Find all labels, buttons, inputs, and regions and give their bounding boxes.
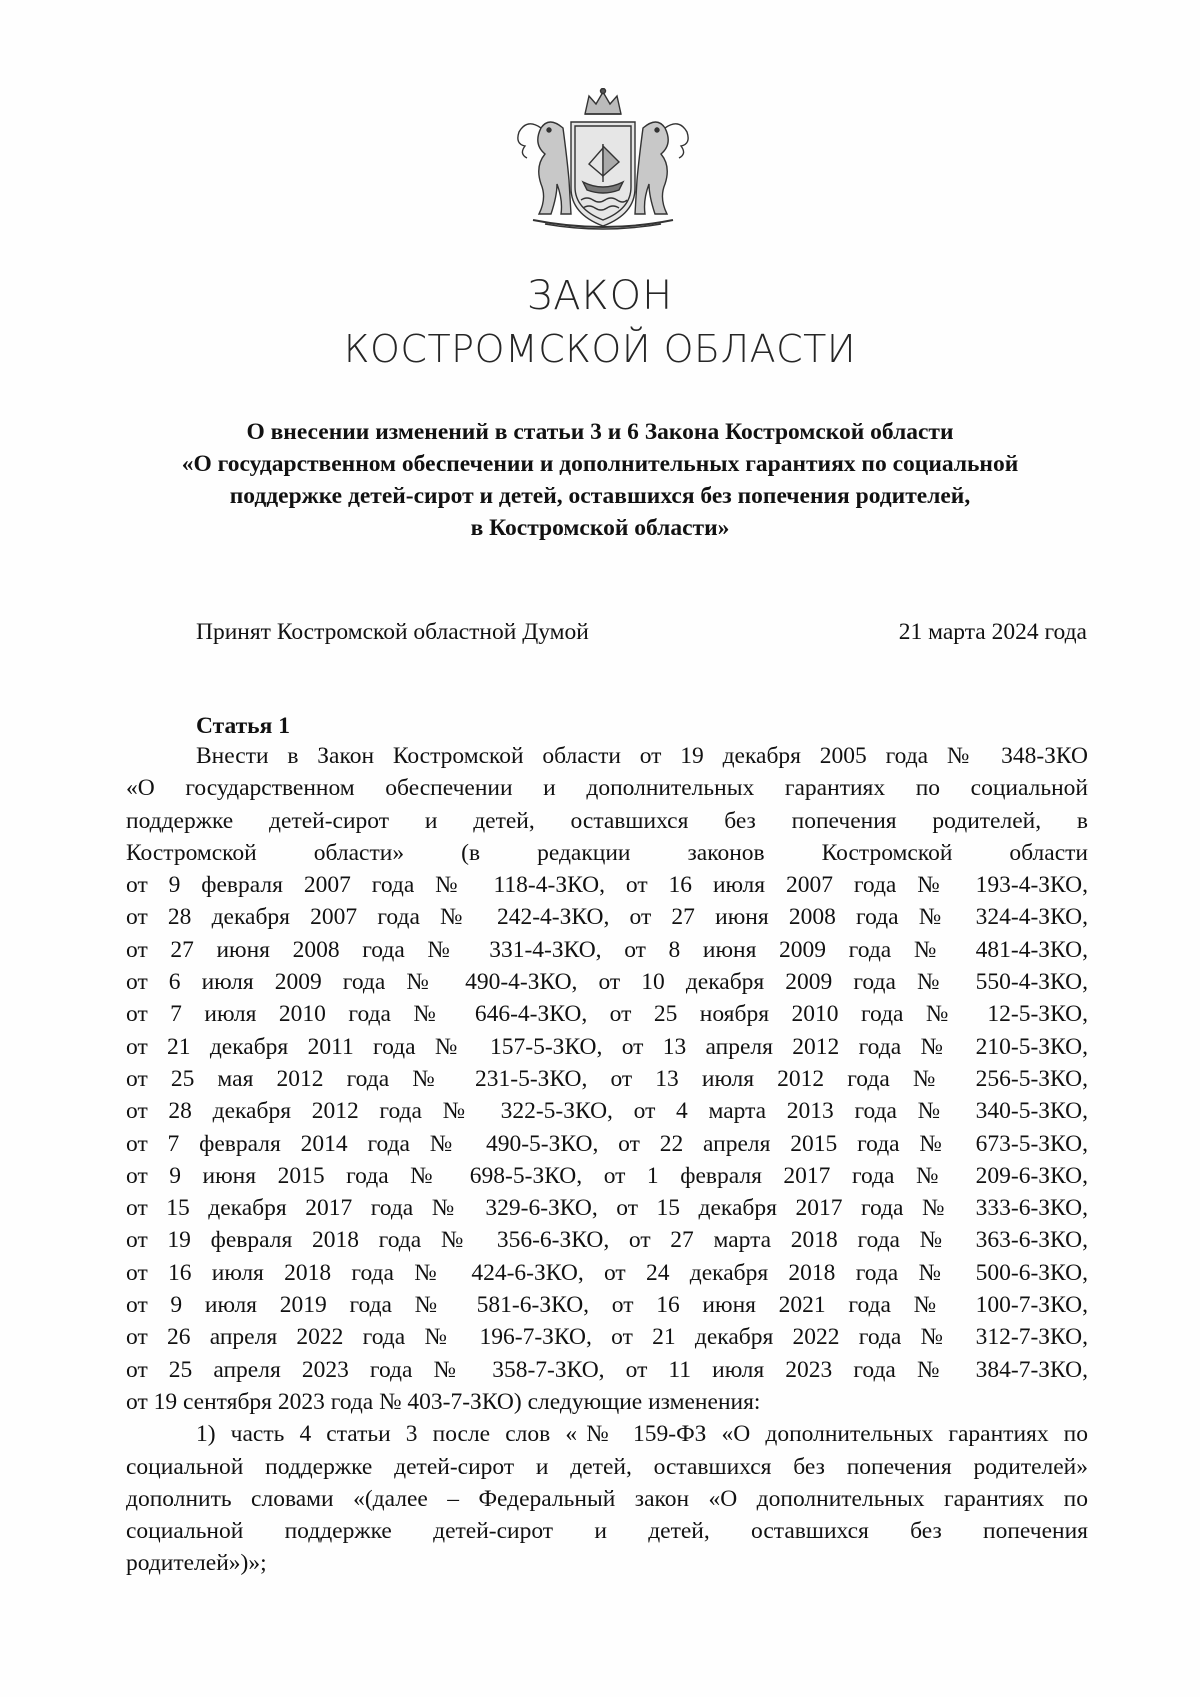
text-line: от 25 апреля 2023 года № 358-7-ЗКО, от 11 июля 2023 года № 384-7-ЗКО, bbox=[126, 1356, 1088, 1383]
text-line: от 9 февраля 2007 года № 118-4-ЗКО, от 16 июля 2007 года № 193-4-ЗКО, bbox=[126, 872, 1088, 899]
text-line: от 7 февраля 2014 года № 490-5-ЗКО, от 22 апреля 2015 года № 673-5-ЗКО, bbox=[126, 1130, 1088, 1157]
text-line: от 21 декабря 2011 года № 157-5-ЗКО, от 13 апреля 2012 года № 210-5-ЗКО, bbox=[126, 1033, 1088, 1060]
text-line: от 7 июля 2010 года № 646-4-ЗКО, от 25 ноября 2010 года № 12-5-ЗКО, bbox=[126, 1001, 1088, 1028]
text-line: социальной поддержке детей-сирот и детей, оставшихся без попечения bbox=[126, 1518, 1088, 1545]
text-line: социальной поддержке детей-сирот и детей, оставшихся без попечения родителей» bbox=[126, 1453, 1088, 1480]
text-line: Внести в Закон Костромской области от 19 декабря 2005 года № 348-ЗКО bbox=[196, 743, 1088, 769]
text-line: от 9 июля 2019 года № 581-6-ЗКО, от 16 июня 2021 года № 100-7-ЗКО, bbox=[126, 1292, 1088, 1319]
article-body bbox=[126, 740, 1088, 1580]
text-line: от 6 июля 2009 года № 490-4-ЗКО, от 10 декабря 2009 года № 550-4-ЗКО, bbox=[126, 969, 1088, 996]
text-line: от 16 июля 2018 года № 424-6-ЗКО, от 24 декабря 2018 года № 500-6-ЗКО, bbox=[126, 1259, 1088, 1286]
subject-line: «О государственном обеспечении и дополнительных гарантиях по социальной bbox=[181, 451, 1019, 477]
text-line: от 28 декабря 2007 года № 242-4-ЗКО, от 27 июня 2008 года № 324-4-ЗКО, bbox=[126, 904, 1088, 931]
adopted-date: 21 марта 2024 года bbox=[898, 619, 1087, 645]
text-line: от 15 декабря 2017 года № 329-6-ЗКО, от 15 декабря 2017 года № 333-6-ЗКО, bbox=[126, 1195, 1088, 1222]
text-line: от 19 февраля 2018 года № 356-6-ЗКО, от 27 марта 2018 года № 363-6-ЗКО, bbox=[126, 1227, 1088, 1254]
kostroma-coat-of-arms-icon bbox=[505, 88, 701, 234]
subject-line: в Костромской области» bbox=[470, 515, 730, 541]
text-line: поддержке детей-сирот и детей, оставшихся без попечения родителей, в bbox=[126, 807, 1088, 834]
text-line: от 19 сентября 2023 года № 403-7-ЗКО) следующие изменения: bbox=[126, 1388, 761, 1415]
text-line: от 27 июня 2008 года № 331-4-ЗКО, от 8 июня 2009 года № 481-4-ЗКО, bbox=[126, 936, 1088, 963]
text-line: от 9 июня 2015 года № 698-5-ЗКО, от 1 февраля 2017 года № 209-6-ЗКО, bbox=[126, 1162, 1088, 1189]
text-line: от 26 апреля 2022 года № 196-7-ЗКО, от 21 декабря 2022 года № 312-7-ЗКО, bbox=[126, 1324, 1088, 1351]
law-title: ЗАКОН bbox=[526, 273, 674, 319]
text-line: 1) часть 4 статьи 3 после слов «№ 159-ФЗ «О дополнительных гарантиях по bbox=[196, 1421, 1088, 1448]
text-line: дополнить словами «(далее – Федеральный закон «О дополнительных гарантиях по bbox=[126, 1485, 1088, 1512]
law-region: КОСТРОМСКОЙ ОБЛАСТИ bbox=[343, 327, 857, 371]
text-line: Костромской области» (в редакции законов Костромской области bbox=[126, 839, 1088, 866]
law-subject bbox=[120, 416, 1080, 544]
subject-line: поддержке детей-сирот и детей, оставшихся без попечения родителей, bbox=[229, 483, 971, 509]
text-line: родителей»)»; bbox=[126, 1550, 267, 1577]
adopted-by: Принят Костромской областной Думой bbox=[196, 619, 589, 645]
text-line: от 28 декабря 2012 года № 322-5-ЗКО, от 4 марта 2013 года № 340-5-ЗКО, bbox=[126, 1098, 1088, 1125]
text-line: от 25 мая 2012 года № 231-5-ЗКО, от 13 июля 2012 года № 256-5-ЗКО, bbox=[126, 1065, 1088, 1092]
text-line: «О государственном обеспечении и дополнительных гарантиях по социальной bbox=[126, 775, 1088, 802]
article-heading: Статья 1 bbox=[196, 713, 290, 739]
subject-line: О внесении изменений в статьи 3 и 6 Закона Костромской области bbox=[246, 419, 954, 445]
